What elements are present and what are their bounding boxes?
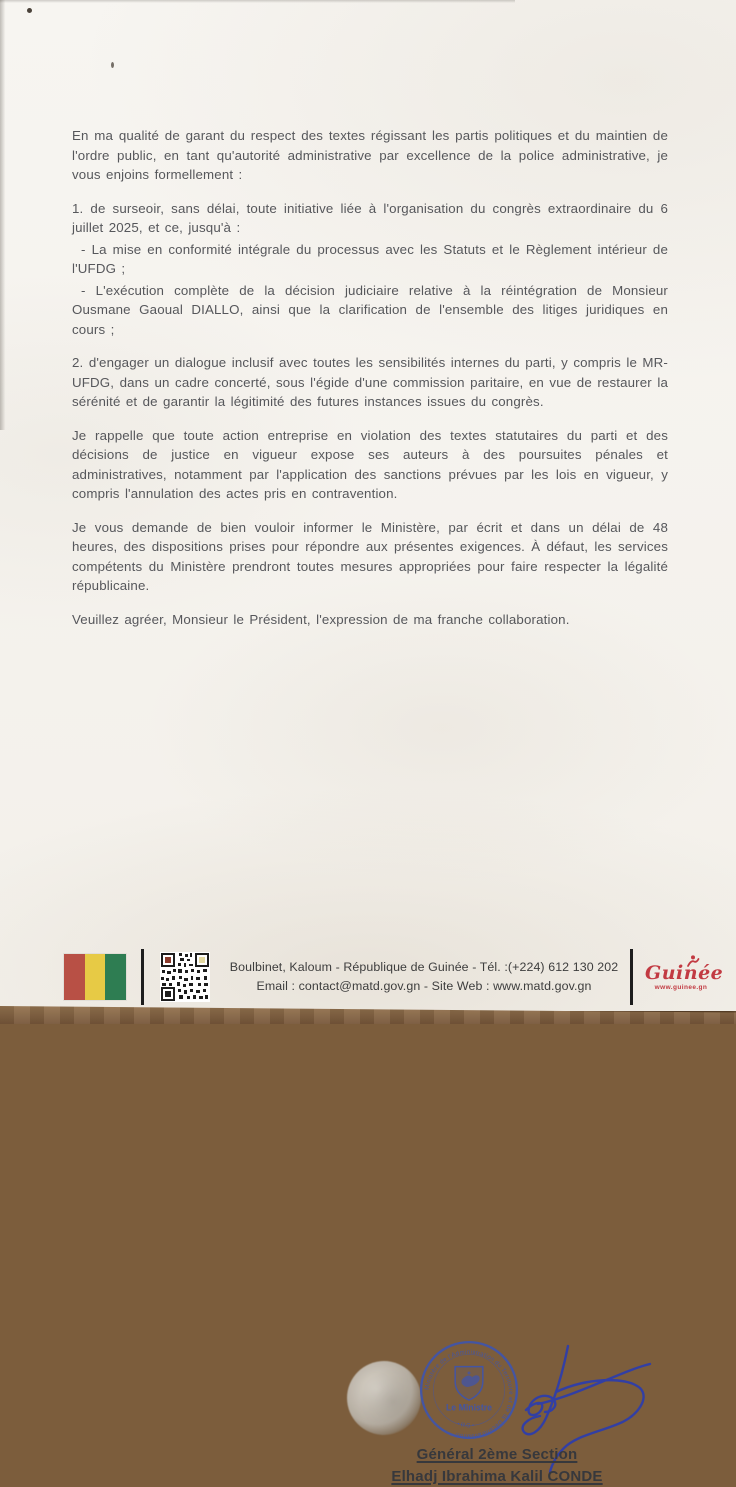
flag-stripe-yellow bbox=[85, 954, 106, 1000]
signer-name: Elhadj Ibrahima Kalil CONDE bbox=[352, 1466, 642, 1487]
embossed-seal-mark bbox=[347, 1361, 421, 1435]
footer-email-line: Email : contact@matd.gov.gn - Site Web : www.matd.gov.gn bbox=[224, 977, 624, 996]
brand-name: Guinée bbox=[645, 964, 717, 983]
footer-divider bbox=[141, 949, 144, 1005]
letter-closing-paragraph: Veuillez agréer, Monsieur le Président, l'expression de ma franche collaboration. bbox=[72, 610, 668, 630]
signature-block bbox=[0, 662, 736, 842]
brand-url: www.guinee.gn bbox=[645, 984, 717, 991]
qr-code-icon bbox=[160, 952, 210, 1002]
paper-edge-shadow bbox=[0, 0, 6, 430]
stamp-center-label: Le Ministre bbox=[446, 1403, 492, 1413]
letter-subitem-dash: - La mise en conformité intégrale du processus avec les Statuts et le Règlement intérieur de l'UFDG ; bbox=[72, 240, 668, 279]
footer-divider bbox=[630, 949, 633, 1005]
letter-subitem-dash: - L'exécution complète de la décision judiciaire relative à la réintégration de Monsieur Ousmane Gaoual DIALLO, ainsi que la clarification de l'ensemble des litiges juridiques en cours ; bbox=[72, 281, 668, 340]
footer-address-line: Boulbinet, Kaloum - République de Guinée - Tél. :(+224) 612 130 202 bbox=[224, 958, 624, 977]
paper-top-shadow bbox=[0, 0, 515, 3]
letterhead-footer bbox=[0, 946, 736, 1008]
flag-stripe-red bbox=[64, 954, 85, 1000]
ink-speck bbox=[111, 62, 114, 68]
footer-contact-block bbox=[224, 958, 624, 996]
letter-paragraph: Je rappelle que toute action entreprise en violation des textes statutaires du parti et des décisions de justice en vigueur expose ses auteurs à des poursuites pénales et administratives, notamment par l'application des sanctions prévues par les lois en vigueur, y compris l'annulation des actes pris en contravention. bbox=[72, 426, 668, 504]
guinea-flag-icon bbox=[64, 954, 126, 1000]
signer-identity bbox=[352, 1444, 642, 1487]
stamp-bottom-text: • R.G • bbox=[456, 1421, 474, 1429]
letter-paragraph-item-1: 1. de surseoir, sans délai, toute initiative liée à l'organisation du congrès extraordinaire du 6 juillet 2025, et ce, jusqu'à : bbox=[72, 199, 668, 238]
letter-paragraph: En ma qualité de garant du respect des textes régissant les partis politiques et du maintien de l'ordre public, en tant qu'autorité administrative par excellence de la police administrative, je vous enjoins formellement : bbox=[72, 126, 668, 185]
dancer-figure-icon bbox=[685, 955, 700, 968]
letter-paragraph-item-2: 2. d'engager un dialogue inclusif avec toutes les sensibilités internes du parti, y compris le MR-UFDG, dans un cadre concerté, sous l'égide d'une commission paritaire, en vue de restaurer la sérénité et de garantir la légitimité des futures instances issues du congrès. bbox=[72, 353, 668, 412]
letter-body bbox=[72, 126, 668, 643]
staple-mark bbox=[27, 8, 32, 13]
flag-stripe-green bbox=[105, 954, 126, 1000]
guinee-brand-logo bbox=[645, 964, 717, 991]
stamp-ring-text: Ministère de l'Administration du Territoire et de la Décentralisation bbox=[425, 1350, 514, 1439]
letter-paragraph: Je vous demande de bien vouloir informer le Ministère, par écrit et dans un délai de 48 heures, des dispositions prises pour répondre aux présentes exigences. À défaut, les services compétents du Ministère prendront toutes mesures appropriées pour faire respecter la légalité républicaine. bbox=[72, 518, 668, 596]
signer-title: Général 2ème Section bbox=[352, 1444, 642, 1466]
